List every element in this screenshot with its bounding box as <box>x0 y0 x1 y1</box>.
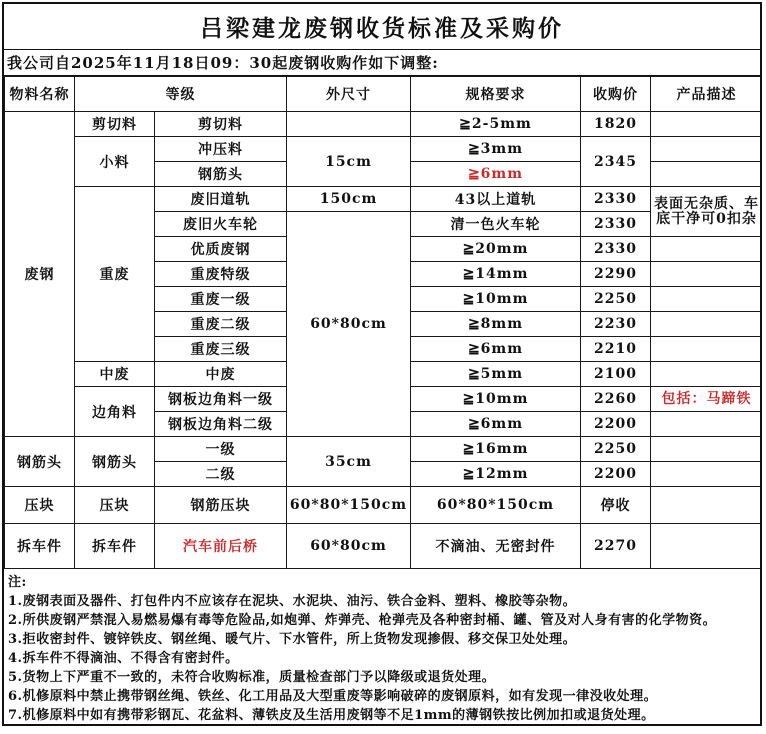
notes-section <box>4 569 760 725</box>
cell-desc <box>651 287 763 312</box>
cell-material: 钢筋头 <box>5 437 75 487</box>
cell-spec: ≧10mm <box>411 287 581 312</box>
cell-spec: 不滴油、无密封件 <box>411 524 581 569</box>
cell-subgrade: 剪切料 <box>155 112 287 137</box>
note-line: 5.货物上下严重不一致的，未符合收购标准，质量检查部门予以降级或退货处理。 <box>8 670 496 685</box>
note-line: 1.废钢表面及器件、打包件内不应该存在泥块、水泥块、油污、铁合金料、塑料、橡胶等杂物。 <box>8 594 577 609</box>
cell-grade: 边角料 <box>75 387 155 437</box>
cell-spec: ≧5mm <box>411 362 581 387</box>
cell-subgrade: 钢板边角料二级 <box>155 412 287 437</box>
price-table <box>4 76 762 569</box>
cell-subgrade: 钢筋头 <box>155 162 287 187</box>
cell-spec: ≧20mm <box>411 237 581 262</box>
note-line: 2.所供废钢严禁混入易燃易爆有毒等危险品,如炮弹、炸弹壳、枪弹壳及各种密封桶、罐、管及对人身有害的化学物资。 <box>8 613 717 628</box>
cell-subgrade: 重废特级 <box>155 262 287 287</box>
cell-desc <box>651 437 763 462</box>
cell-subgrade: 一级 <box>155 437 287 462</box>
column-header-spec: 规格要求 <box>411 77 581 112</box>
cell-price: 2100 <box>581 362 651 387</box>
cell-grade: 小料 <box>75 137 155 187</box>
cell-material: 压块 <box>5 487 75 524</box>
column-header-desc: 产品描述 <box>651 77 763 112</box>
notes-title: 注: <box>8 575 27 590</box>
effective-date-notice: 我公司自2025年11月18日09：30起废钢收购作如下调整: <box>4 50 760 76</box>
cell-size: 60*80*150cm <box>287 487 411 524</box>
cell-price: 2200 <box>581 412 651 437</box>
cell-grade: 压块 <box>75 487 155 524</box>
cell-price: 2260 <box>581 387 651 412</box>
cell-subgrade: 中废 <box>155 362 287 387</box>
cell-price: 1820 <box>581 112 651 137</box>
cell-desc-highlight: 包括：马蹄铁 <box>651 387 763 412</box>
cell-desc <box>651 312 763 337</box>
cell-spec: 43以上道轨 <box>411 187 581 212</box>
header-row <box>5 77 763 112</box>
cell-material: 拆车件 <box>5 524 75 569</box>
cell-spec: 清一色火车轮 <box>411 212 581 237</box>
cell-desc <box>651 137 763 162</box>
cell-desc <box>651 337 763 362</box>
cell-grade: 剪切料 <box>75 112 155 137</box>
cell-subgrade: 冲压料 <box>155 137 287 162</box>
cell-desc <box>651 237 763 262</box>
column-header-grade: 等级 <box>75 77 287 112</box>
cell-spec: ≧2-5mm <box>411 112 581 137</box>
cell-subgrade: 废旧道轨 <box>155 187 287 212</box>
note-line: 3.拒收密封件、镀锌铁皮、钢丝绳、暖气片、下水管件，所上货物发现掺假、移交保卫处处理。 <box>8 632 577 647</box>
cell-spec: ≧16mm <box>411 437 581 462</box>
table-row <box>5 437 763 462</box>
cell-spec: ≧12mm <box>411 462 581 487</box>
cell-size: 150cm <box>287 187 411 212</box>
column-header-price: 收购价 <box>581 77 651 112</box>
cell-subgrade-highlight: 汽车前后桥 <box>155 524 287 569</box>
cell-spec: ≧14mm <box>411 262 581 287</box>
cell-price: 2330 <box>581 187 651 212</box>
cell-desc <box>651 362 763 387</box>
cell-price: 2330 <box>581 237 651 262</box>
cell-desc <box>651 112 763 137</box>
cell-price: 2270 <box>581 524 651 569</box>
cell-desc <box>651 524 763 569</box>
cell-price: 2200 <box>581 462 651 487</box>
cell-subgrade: 二级 <box>155 462 287 487</box>
cell-price: 2330 <box>581 212 651 237</box>
cell-spec: ≧3mm <box>411 137 581 162</box>
cell-spec: ≧10mm <box>411 387 581 412</box>
cell-grade: 中废 <box>75 362 155 387</box>
cell-price: 2250 <box>581 287 651 312</box>
column-header-size: 外尺寸 <box>287 77 411 112</box>
cell-spec: ≧6mm <box>411 412 581 437</box>
cell-desc <box>651 162 763 187</box>
cell-size: 15cm <box>287 137 411 187</box>
cell-price-suspended: 停收 <box>581 487 651 524</box>
cell-spec: ≧6mm <box>411 337 581 362</box>
cell-desc: 表面无杂质、车底干净可0扣杂 <box>651 187 763 237</box>
table-row <box>5 187 763 212</box>
cell-price: 2290 <box>581 262 651 287</box>
cell-desc <box>651 262 763 287</box>
cell-size <box>287 112 411 137</box>
cell-subgrade: 钢筋压块 <box>155 487 287 524</box>
table-row <box>5 487 763 524</box>
table-row <box>5 524 763 569</box>
cell-size: 60*80cm <box>287 212 411 437</box>
cell-size: 35cm <box>287 437 411 487</box>
cell-subgrade: 钢板边角料一级 <box>155 387 287 412</box>
note-line: 6.机修原料中禁止携带钢丝绳、铁丝、化工用品及大型重废等影响破碎的废钢原料，如有发现一律没收处理。 <box>8 689 658 704</box>
note-line: 4.拆车件不得滴油、不得含有密封件。 <box>8 651 239 666</box>
cell-grade: 钢筋头 <box>75 437 155 487</box>
cell-grade: 拆车件 <box>75 524 155 569</box>
cell-subgrade: 废旧火车轮 <box>155 212 287 237</box>
cell-desc <box>651 487 763 524</box>
cell-subgrade: 优质废钢 <box>155 237 287 262</box>
cell-subgrade: 重废一级 <box>155 287 287 312</box>
cell-price: 2210 <box>581 337 651 362</box>
cell-material: 废钢 <box>5 112 75 437</box>
table-row <box>5 137 763 162</box>
cell-price: 2345 <box>581 137 651 187</box>
red-border-left <box>2 434 4 567</box>
table-row <box>5 112 763 137</box>
cell-spec: 60*80*150cm <box>411 487 581 524</box>
cell-size: 60*80cm <box>287 524 411 569</box>
column-header-material: 物料名称 <box>5 77 75 112</box>
cell-price: 2250 <box>581 437 651 462</box>
page-title: 吕梁建龙废钢收货标准及采购价 <box>4 4 760 50</box>
note-line: 7.机修原料中如有携带彩钢瓦、花盆料、薄铁皮及生活用废钢等不足1mm的薄钢铁按比例加扣或退货处理。 <box>8 708 655 723</box>
cell-grade: 重废 <box>75 187 155 362</box>
cell-desc <box>651 412 763 437</box>
cell-desc <box>651 462 763 487</box>
price-sheet <box>2 2 762 726</box>
cell-price: 2230 <box>581 312 651 337</box>
cell-subgrade: 重废三级 <box>155 337 287 362</box>
cell-spec: ≧8mm <box>411 312 581 337</box>
cell-spec-highlight: ≧6mm <box>411 162 581 187</box>
cell-subgrade: 重废二级 <box>155 312 287 337</box>
